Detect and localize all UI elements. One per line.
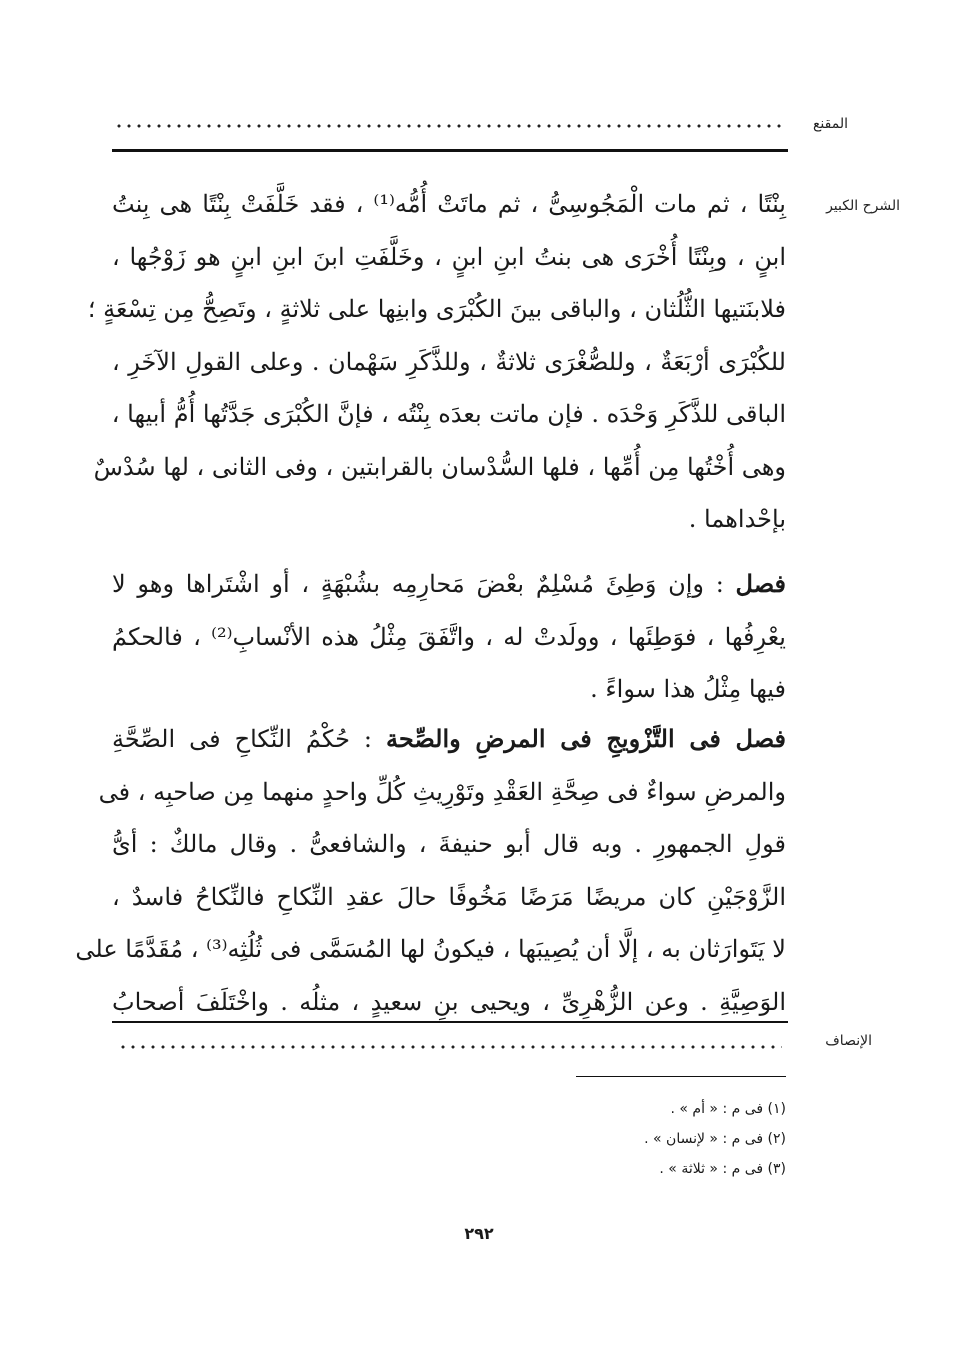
fasl-paragraph-2 — [112, 558, 786, 716]
footnote-rule — [576, 1076, 786, 1077]
text-line: الوَصِيَّةِ . وعن الزُّهْرِىِّ ، ويحيى بنِ سعيدٍ ، مثلُه . واخْتَلَفَ أصحابُ — [112, 987, 786, 1016]
commentary-paragraph-1 — [87, 178, 786, 546]
footnote-3: (٣) فى م : « ثلاثة » . — [659, 1161, 786, 1177]
text-line: الباقى للذَّكَرِ وَحْدَه . فإن ماتت بعدَه بِنْتُه ، فإنَّ الكُبْرَى جَدَّتُها أُمُّ أبيها ، — [111, 400, 786, 428]
text-line: قولِ الجمهورِ . وبه قال أبو حنيفةَ ، والشافعىُّ . وقال مالكٌ : أىُّ — [112, 830, 786, 858]
section-heading: فصل فى التَّزْويجِ فى المرضِ والصِّحة — [385, 724, 786, 753]
header-dotted-line — [114, 124, 782, 128]
insaf-side-label: الإنصاف — [825, 1033, 872, 1049]
text-line: ابنٍ ، وبِنْتًا أُخْرَى هى بنتُ ابنِ ابنٍ ، وخَلَّفَتِ ابنَ ابنِ ابنٍ هو زَوْجُها ، — [112, 242, 786, 271]
book-title-label: المقنع — [812, 116, 848, 132]
insaf-dotted-line — [118, 1045, 782, 1049]
text-line — [112, 558, 786, 611]
text-line: بإحْداهما . — [688, 505, 786, 533]
text-line: لا يَتَوارَثان به ، إلَّا أن يُصِيبَها ، فيكونُ لها المُسَمَّى فى ثُلُثِه⁽³⁾ ، مُقَدَّمًا على — [75, 935, 786, 963]
footnotes — [486, 1094, 786, 1184]
text-line: يعْرِفُها ، فوَطِئَها ، وولَدتْ له ، واتَّفَقَ مِثْلُ هذه الأنْسابِ⁽²⁾ ، فالحكمُ — [112, 622, 786, 651]
text-line: الزَّوْجَيْنِ كان مريضًا مَرَضًا مَخُوفًا حالَ عقدِ النِّكاحِ فالنِّكاحُ فاسدٌ ، — [112, 882, 786, 911]
text-line — [112, 713, 786, 766]
text-run: : وإن وَطِئَ مُسْلِمٌ بعْضَ مَحارِمِه بشُبْهَةٍ ، أو اشْتَراها وهو لا — [112, 570, 736, 598]
text-line: فلابنَتيها الثُّلُثان ، والباقى بينَ الكُبْرَى وابنِها على ثلاثةٍ ، وتَصِحُّ مِن تِسْعَةٍ ؛ — [87, 295, 786, 323]
text-line: والمرضِ سواءٌ فى صِحَّةِ العَقْدِ وتَوْرِيثِ كُلِّ واحدٍ منهما مِن صاحبِه ، فى — [98, 777, 786, 806]
header-rule — [112, 149, 788, 152]
insaf-separator-rule — [112, 1021, 788, 1023]
text-line: فيها مِثْلُ هذا سواءً . — [590, 675, 786, 703]
text-line: وهى أُخْتُها مِن أُمِّها ، فلها السُّدْسان بالقرابتين ، وفى الثانى ، لها سُدْسٌ — [93, 452, 786, 481]
section-heading: فصل — [735, 569, 786, 598]
text-line: بِنْتًا ، ثم مات الْمَجُوسِىُّ ، ثم ماتَتْ أُمُّه⁽¹⁾ ، فقد خَلَّفَتْ بِنْتًا هى بِنتُ — [112, 190, 786, 218]
commentary-side-label: الشرح الكبير — [826, 198, 900, 214]
page-number: ٢٩٢ — [464, 1224, 494, 1243]
text-line: للكُبْرَى أرْبَعَةٌ ، وللصُّغْرَى ثلاثةٌ ، وللذَّكَرِ سَهْمان . وعلى القولِ الآخَرِ ، — [112, 347, 786, 376]
fasl-paragraph-3 — [75, 713, 786, 1028]
text-run: : حُكْمُ النِّكاحِ فى الصِّحَّةِ — [112, 725, 386, 753]
footnote-2: (٢) فى م : « لإنسان » . — [644, 1131, 786, 1147]
footnote-1: (١) فى م : « أم » . — [670, 1101, 786, 1117]
